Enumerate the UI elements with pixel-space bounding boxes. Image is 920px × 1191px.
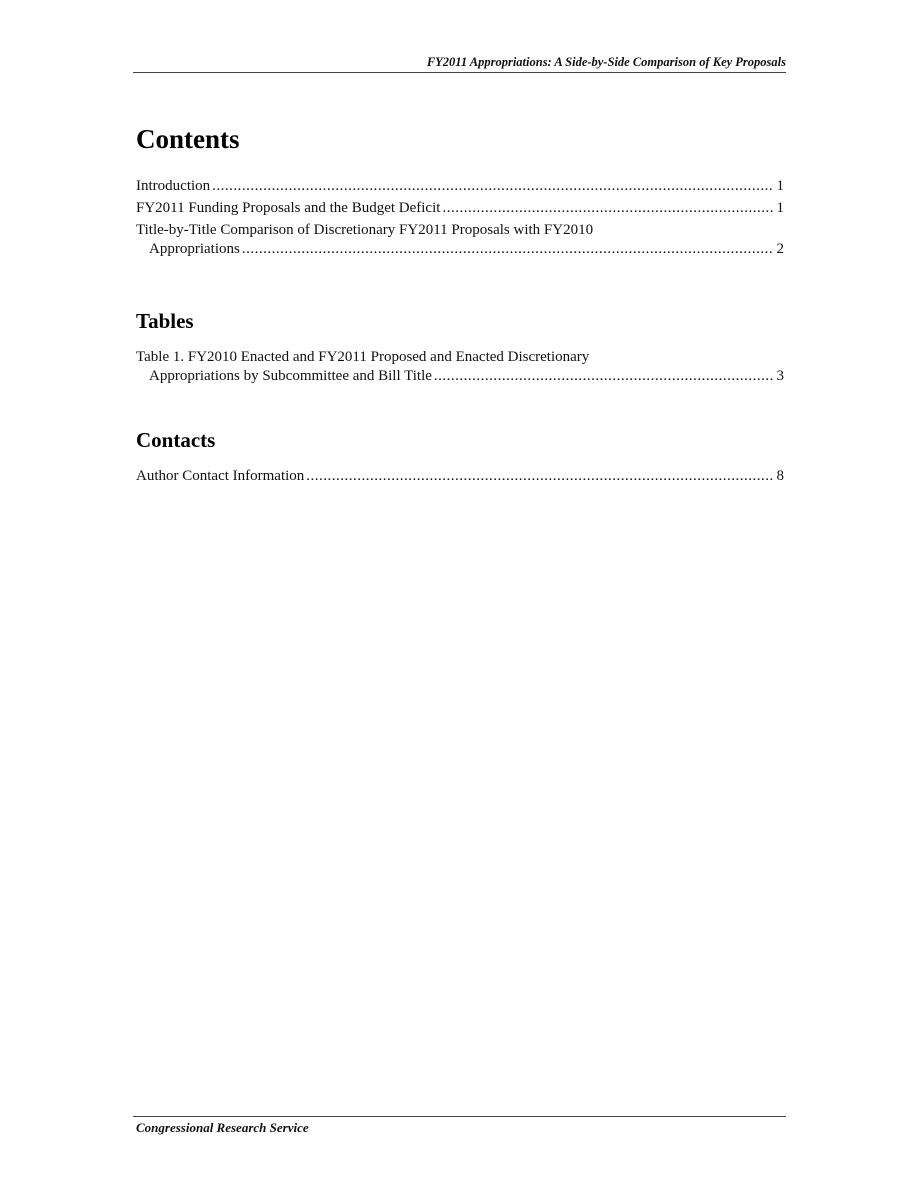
toc-entry-funding-proposals[interactable]	[136, 199, 784, 218]
contacts-list	[136, 467, 784, 489]
toc-page-number: 2	[776, 241, 784, 257]
toc-entry-label: Introduction	[136, 178, 211, 194]
dot-leader	[212, 177, 772, 196]
toc-entry-label-continued: Appropriations by Subcommittee and Bill Title	[149, 368, 432, 384]
tables-heading: Tables	[136, 309, 194, 333]
toc-entry-author-contact[interactable]	[136, 467, 784, 486]
toc-entry-table-1[interactable]	[136, 348, 784, 386]
contents-list	[136, 177, 784, 262]
toc-entry-label: FY2011 Funding Proposals and the Budget Deficit	[136, 200, 441, 216]
toc-page-number: 3	[776, 368, 784, 384]
running-header: FY2011 Appropriations: A Side-by-Side Comparison of Key Proposals	[426, 55, 786, 69]
dot-leader	[442, 199, 772, 218]
dot-leader	[306, 467, 772, 486]
toc-entry-introduction[interactable]	[136, 177, 784, 196]
running-footer: Congressional Research Service	[136, 1120, 309, 1135]
toc-entry-label-continued: Appropriations	[149, 241, 240, 257]
toc-page-number: 8	[776, 468, 784, 484]
toc-entry-title-by-title-comparison[interactable]	[136, 221, 784, 259]
dot-leader	[434, 367, 773, 386]
toc-page-number: 1	[776, 178, 784, 194]
toc-entry-label: Table 1. FY2010 Enacted and FY2011 Proposed and Enacted Discretionary	[136, 349, 590, 365]
contacts-heading: Contacts	[136, 428, 216, 452]
toc-entry-label: Title-by-Title Comparison of Discretionary FY2011 Proposals with FY2010	[136, 222, 594, 238]
toc-entry-label: Author Contact Information	[136, 468, 305, 484]
contents-heading: Contents	[136, 124, 240, 154]
toc-page-number: 1	[776, 200, 784, 216]
footer-rule	[133, 1116, 786, 1117]
document-page	[136, 0, 786, 1191]
header-rule	[133, 72, 786, 73]
tables-list	[136, 348, 784, 389]
dot-leader	[242, 240, 773, 259]
